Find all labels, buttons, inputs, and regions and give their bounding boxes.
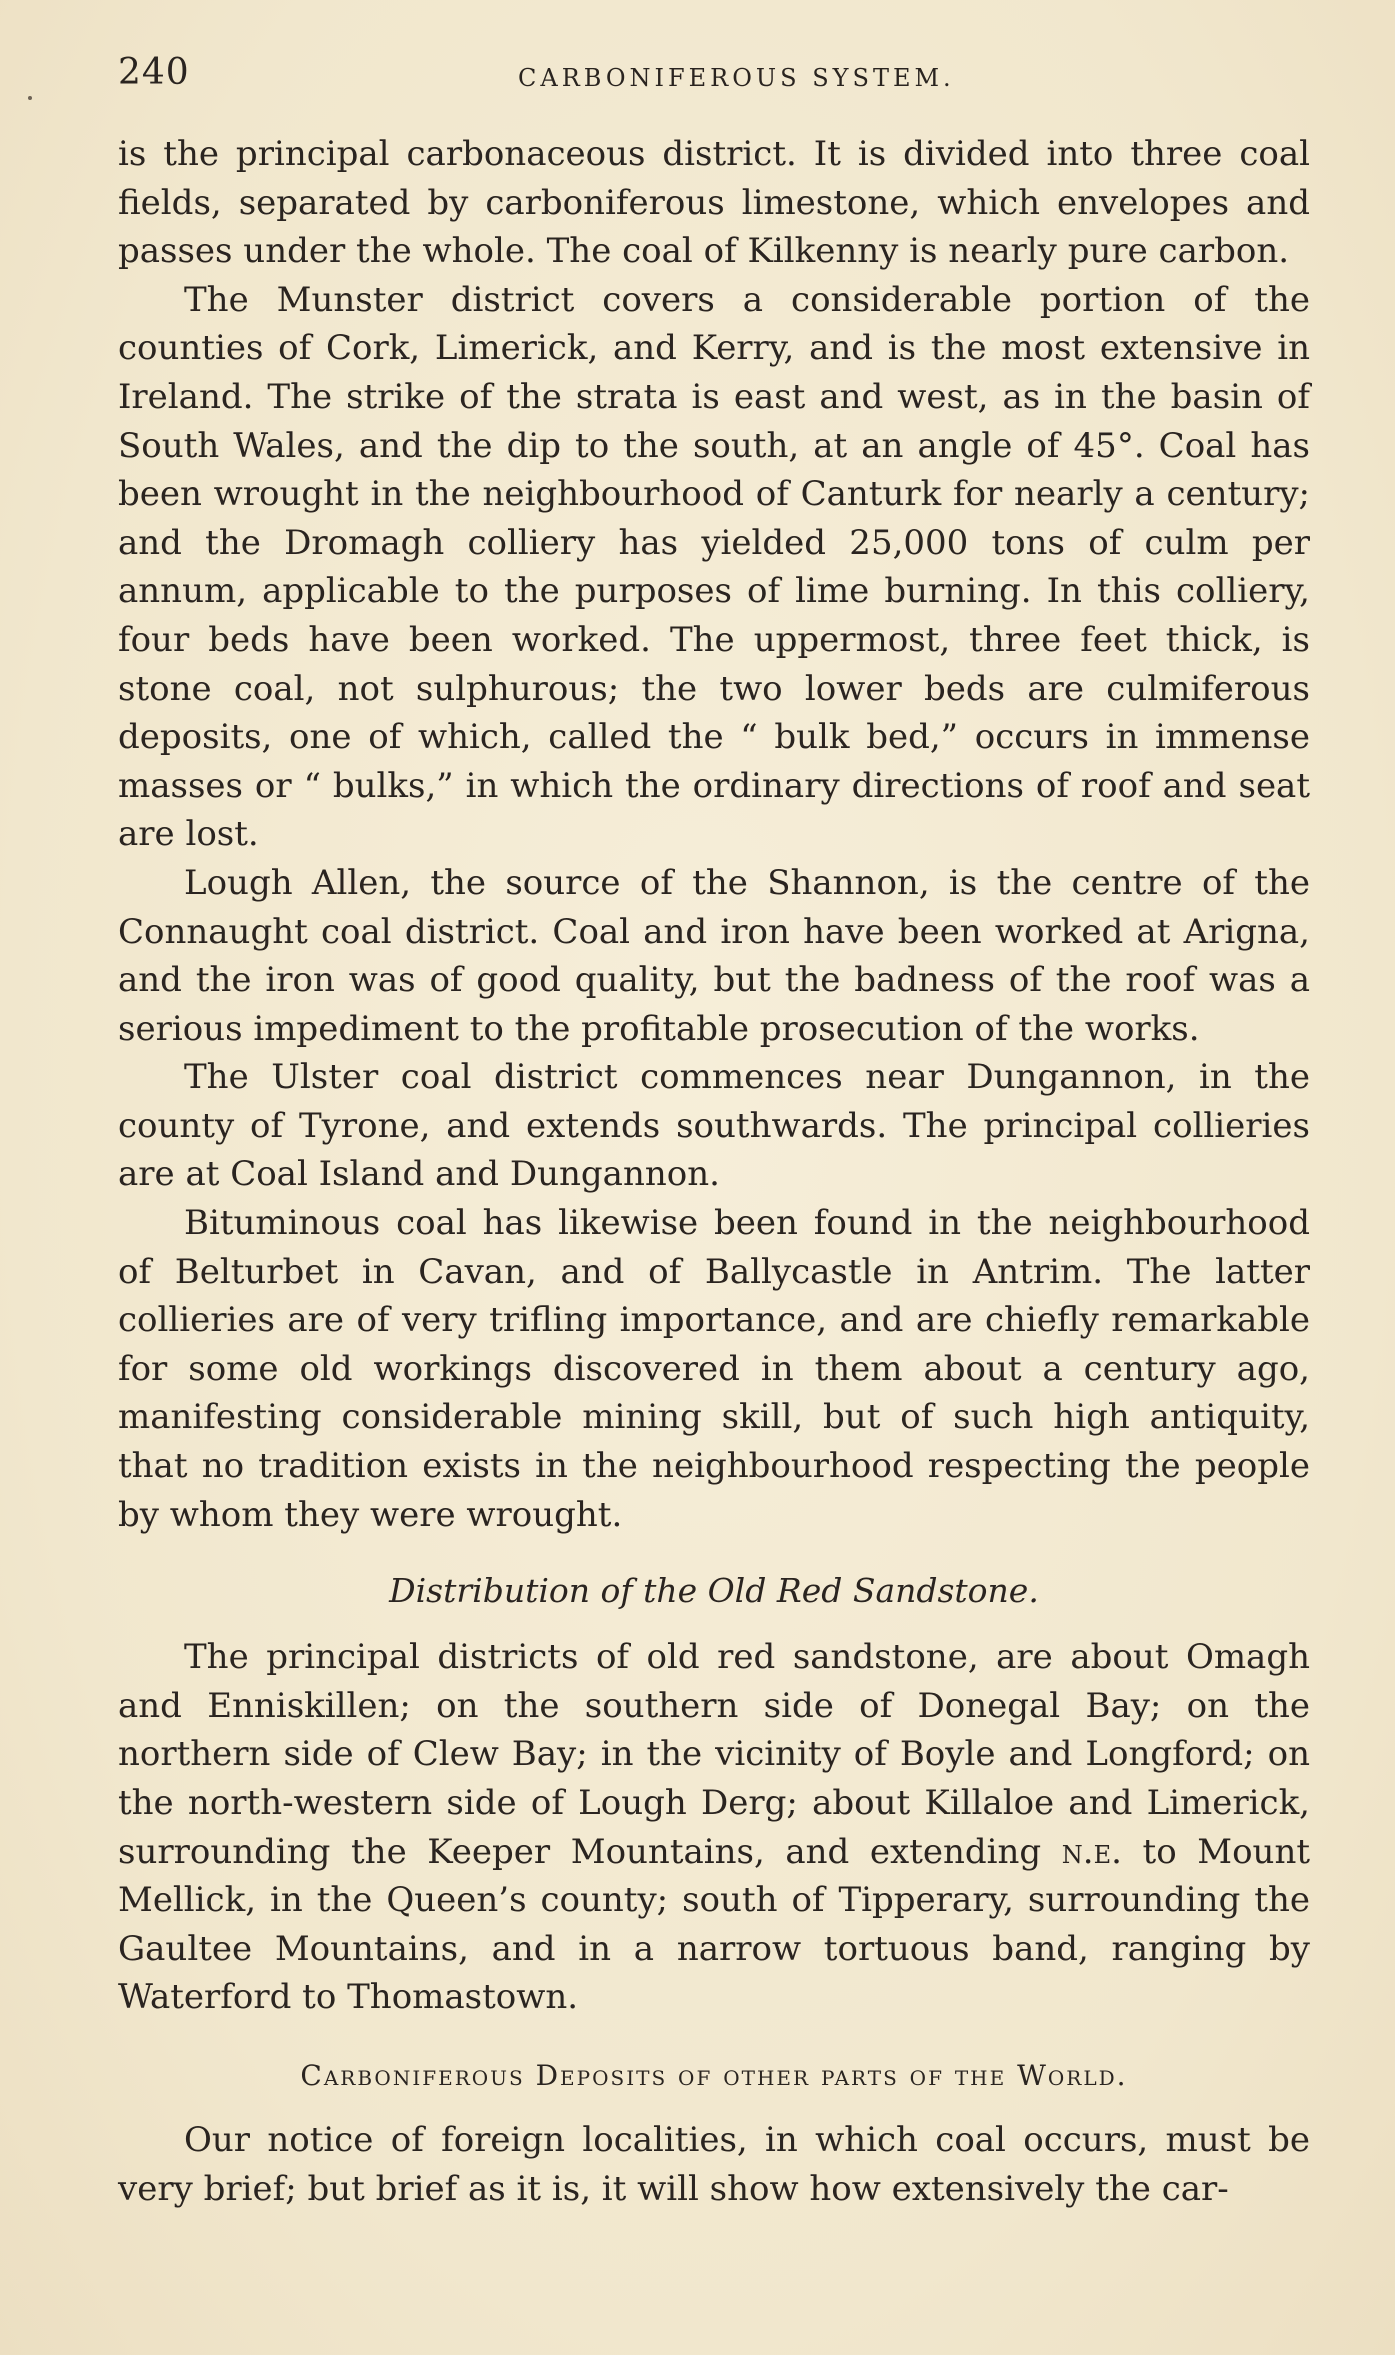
margin-mark <box>28 96 32 100</box>
page-number: 240 <box>118 52 190 93</box>
paragraph-ulster: The Ulster coal district commences near Dungannon, in the county of Tyrone, and extends southwards. The principal collieries are at Coal Island and Dungannon. <box>118 1057 1310 1195</box>
paragraph-foreign-localities: Our notice of foreign localities, in which coal occurs, must be very brief; but brief as it is, it will show how extensively the car- <box>118 2119 1310 2209</box>
paragraph-text-part: The principal districts of old red sandstone, are about Omagh and Enniskillen; on the southern side of Donegal Bay; on the northern side of Clew Bay; in the vicinity of Boyle and Longford; on the north-western side of Lough Derg; about Killaloe and Limerick, surrounding the Keeper Mountains, and extending <box>118 1637 1310 1872</box>
paragraph-connaught: Lough Allen, the source of the Shannon, is the centre of the Connaught coal district. Coal and iron have been worked at Arigna, and the iron was of good quality, but the badness of the roof was a serious impediment to the profitable prosecution of the works. <box>118 862 1310 1049</box>
paragraph-bituminous: Bituminous coal has likewise been found in the neighbourhood of Belturbet in Cavan, and of Ballycastle in Antrim. The latter collieries are of very trifling importance, and are chiefly remarkable for some old workings discovered in them about a century ago, manifesting considerable mining skill, but of such high antiquity, that no tradition exists in the neighbourhood respecting the people by whom they were wrought. <box>118 1203 1310 1535</box>
section-heading-foreign-deposits: Carboniferous Deposits of other parts of the World. <box>300 2058 1128 2092</box>
paragraph-kilkenny: is the principal carbonaceous district. It is divided into three coal fields, separated by carboniferous limestone, which envelopes and passes under the whole. The coal of Kilkenny is nearly pure carbon. <box>118 134 1310 272</box>
running-head <box>118 52 1318 102</box>
paragraph-old-red-sandstone <box>118 1633 1310 2022</box>
running-title: CARBONIFEROUS SYSTEM. <box>518 64 955 92</box>
direction-abbreviation: n.e. <box>1061 1831 1122 1872</box>
paragraph-munster: The Munster district covers a considerable portion of the counties of Cork, Limerick, and Kerry, and is the most extensive in Ireland. The strike of the strata is east and west, as in the basin of South Wales, and the dip to the south, at an angle of 45°. Coal has been wrought in the neighbourhood of Canturk for nearly a century; and the Dromagh colliery has yielded 25,000 tons of culm per annum, applicable to the purposes of lime burning. In this colliery, four beds have been worked. The uppermost, three feet thick, is stone coal, not sulphurous; the two lower beds are culmiferous deposits, one of which, called the “ bulk bed,” occurs in immense masses or “ bulks,” in which the ordinary directions of roof and seat are lost. <box>118 279 1310 855</box>
section-heading-old-red-sandstone: Distribution of the Old Red Sandstone. <box>389 1571 1039 1611</box>
paragraph-text-part: to Mount Mellick, in the Queen’s county; south of Tipperary, surrounding the Gaultee Mountains, and in a narrow tortuous band, ranging by Waterford to Thomastown. <box>118 1831 1311 2018</box>
text-block <box>118 130 1310 2213</box>
